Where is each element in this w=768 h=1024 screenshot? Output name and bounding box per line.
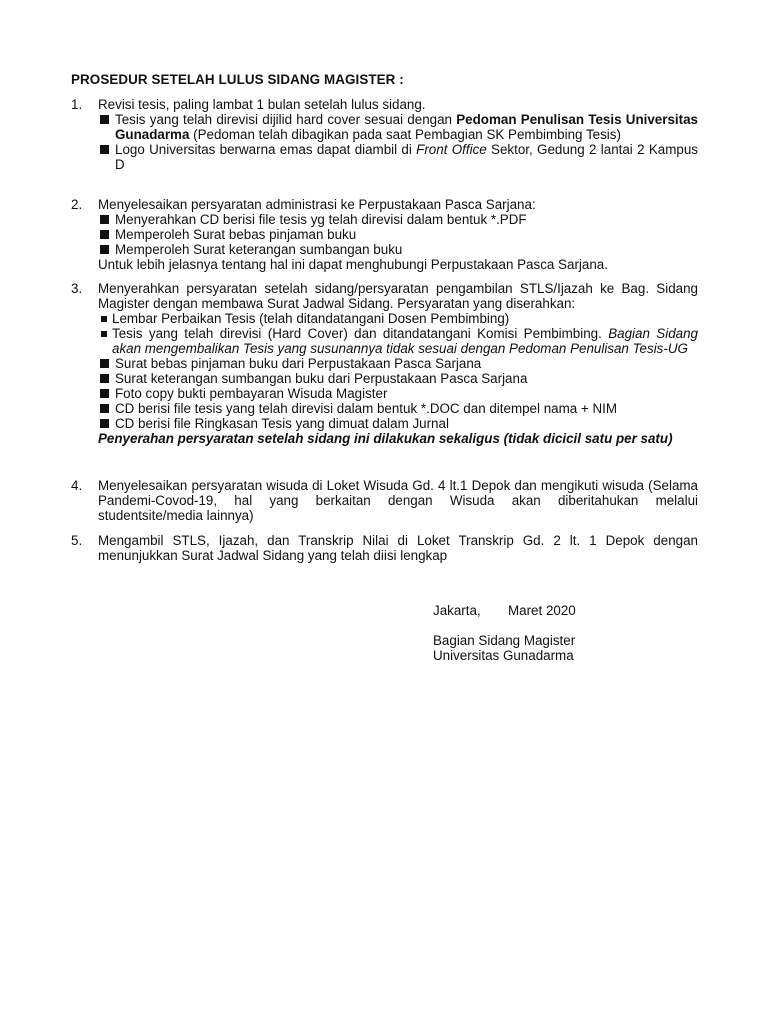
step-4 (71, 478, 698, 523)
step-number: 4. (71, 478, 83, 493)
signature-department: Bagian Sidang Magister (433, 633, 576, 648)
step-2 (71, 197, 698, 272)
step-number: 3. (71, 281, 83, 296)
list-item: Logo Universitas berwarna emas dapat diambil di Front Office Sektor, Gedung 2 lantai 2 Kampus D (98, 142, 698, 172)
signature-date: Maret 2020 (508, 603, 576, 618)
step-5 (71, 533, 698, 563)
square-bullet-icon (100, 145, 109, 154)
step-1 (71, 97, 698, 172)
list-item: Memperoleh Surat keterangan sumbangan buku (98, 242, 698, 257)
list-item: Tesis yang telah direvisi dijilid hard cover sesuai dengan Pedoman Penulisan Tesis Universitas Gunadarma (Pedoman telah dibagikan pada saat Pembagian SK Pembimbing Tesis) (98, 112, 698, 142)
signature-university: Universitas Gunadarma (433, 648, 574, 663)
signature-block (433, 603, 576, 663)
list-item: CD berisi file tesis yang telah direvisi dalam bentuk *.DOC dan ditempel nama + NIM (98, 401, 698, 416)
square-bullet-icon (100, 215, 109, 224)
step-text: Revisi tesis, paling lambat 1 bulan setelah lulus sidang. (98, 97, 426, 112)
square-bullet-icon (100, 359, 109, 368)
step-text: Menyelesaikan persyaratan administrasi ke Perpustakaan Pasca Sarjana: (98, 197, 536, 212)
step-3 (71, 281, 698, 446)
list-item: Surat bebas pinjaman buku dari Perpustakaan Pasca Sarjana (98, 356, 698, 371)
step-note: Penyerahan persyaratan setelah sidang ini dilakukan sekaligus (tidak dicicil satu per satu) (98, 431, 673, 446)
square-bullet-icon (100, 374, 109, 383)
square-bullet-icon (100, 404, 109, 413)
list-item: Surat keterangan sumbangan buku dari Perpustakaan Pasca Sarjana (98, 371, 698, 386)
square-bullet-icon (100, 389, 109, 398)
list-item: Memperoleh Surat bebas pinjaman buku (98, 227, 698, 242)
step-number: 2. (71, 197, 83, 212)
square-bullet-icon (101, 331, 107, 337)
step-text: Mengambil STLS, Ijazah, dan Transkrip Nilai di Loket Transkrip Gd. 2 lt. 1 Depok dengan menunjukkan Surat Jadwal Sidang yang telah diisi lengkap (98, 533, 698, 563)
square-bullet-icon (100, 245, 109, 254)
list-item: Menyerahkan CD berisi file tesis yg telah direvisi dalam bentuk *.PDF (98, 212, 698, 227)
list-item: Tesis yang telah direvisi (Hard Cover) dan ditandatangani Komisi Pembimbing. Bagian Sidang akan mengembalikan Tesis yang susunannya tidak sesuai dengan Pedoman Penulisan Tesis-UG (98, 326, 698, 356)
document-title: PROSEDUR SETELAH LULUS SIDANG MAGISTER : (71, 72, 404, 87)
list-item: Lembar Perbaikan Tesis (telah ditandatangani Dosen Pembimbing) (98, 311, 698, 326)
step-text: Menyerahkan persyaratan setelah sidang/persyaratan pengambilan STLS/Ijazah ke Bag. Sidang Magister dengan membawa Surat Jadwal Sidang. Persyaratan yang diserahkan: (98, 281, 698, 311)
square-bullet-icon (100, 230, 109, 239)
signature-city: Jakarta, (433, 603, 481, 618)
square-bullet-icon (100, 419, 109, 428)
square-bullet-icon (101, 316, 107, 322)
step-note: Untuk lebih jelasnya tentang hal ini dapat menghubungi Perpustakaan Pasca Sarjana. (98, 257, 608, 272)
square-bullet-icon (100, 115, 109, 124)
step-number: 5. (71, 533, 83, 548)
step-text: Menyelesaikan persyaratan wisuda di Loket Wisuda Gd. 4 lt.1 Depok dan mengikuti wisuda (Selama Pandemi-Covod-19, hal yang berkaitan dengan Wisuda akan diberitahukan melalui studentsite/media lainnya) (98, 478, 698, 523)
list-item: CD berisi file Ringkasan Tesis yang dimuat dalam Jurnal (98, 416, 698, 431)
step-number: 1. (71, 97, 83, 112)
list-item: Foto copy bukti pembayaran Wisuda Magister (98, 386, 698, 401)
